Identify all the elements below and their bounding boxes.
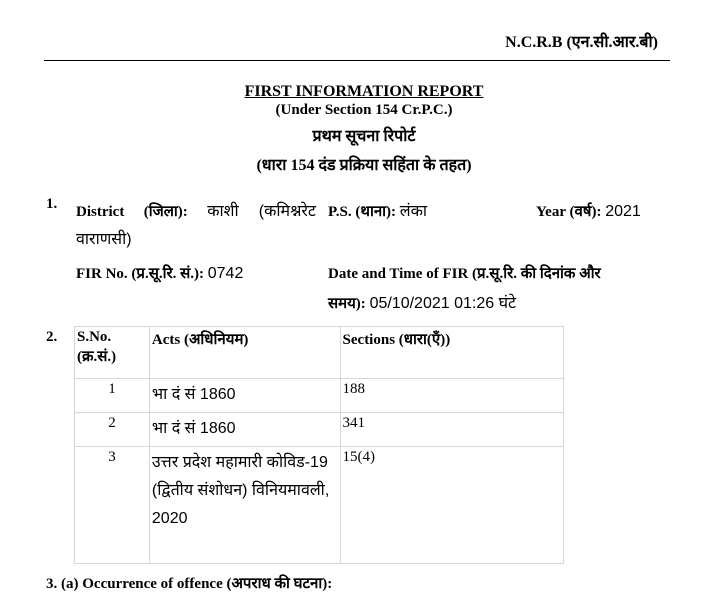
section-3-partial: 3. (a) Occurrence of offence (अपराध की घटना): [46, 576, 333, 592]
row-section: 188 [340, 379, 563, 413]
section-1-number: 1. [46, 196, 58, 212]
report-title-hindi: प्रथम सूचना रिपोर्ट [312, 128, 416, 145]
row-act: भा दं सं 1860 [149, 379, 340, 413]
row-sno: 3 [75, 447, 150, 564]
report-subtitle: (Under Section 154 Cr.P.C.) [275, 102, 453, 118]
district-field [76, 198, 316, 254]
report-subtitle-hindi: (धारा 154 दंड प्रक्रिया सहिंता के तहत) [256, 157, 472, 174]
section-2-number: 2. [46, 329, 58, 345]
row-act: उत्तर प्रदेश महामारी कोविड-19 (द्वितीय संशोधन) विनियमावली, 2020 [149, 447, 340, 564]
year-field [536, 198, 641, 226]
sections-header: Sections (धारा(एँ)) [340, 327, 563, 379]
fir-datetime-value: 05/10/2021 01:26 घंटे [369, 295, 517, 312]
row-section: 341 [340, 413, 563, 447]
year-label: Year (वर्ष): [536, 204, 602, 220]
district-label: District (जिला): [76, 204, 188, 220]
fir-number-label: FIR No. (प्र.सू.रि. सं.): [76, 266, 204, 282]
fir-number-value: 0742 [207, 265, 244, 282]
acts-sections-table [74, 326, 564, 564]
sno-header: S.No. (क्र.सं.) [75, 327, 150, 379]
district-value: काशी (कमिश्नरेट वाराणसी) [76, 203, 316, 248]
row-section: 15(4) [340, 447, 563, 564]
table-header-row [75, 327, 564, 379]
acts-header: Acts (अधिनियम) [149, 327, 340, 379]
table-row [75, 447, 564, 564]
ncrb-header-code: N.C.R.B (एन.सी.आर.बी) [505, 34, 658, 51]
year-value: 2021 [605, 203, 641, 220]
ps-label: P.S. (थाना): [328, 204, 397, 220]
fir-datetime-label: Date and Time of FIR (प्र.सू.रि. की दिनांक और समय): [328, 266, 601, 312]
police-station-field [328, 198, 427, 226]
row-sno: 1 [75, 379, 150, 413]
fir-number-field [76, 260, 243, 288]
fir-datetime-field [328, 260, 638, 319]
ps-value: लंका [399, 203, 428, 220]
table-row [75, 413, 564, 447]
header-divider [44, 60, 670, 61]
row-sno: 2 [75, 413, 150, 447]
report-title: FIRST INFORMATION REPORT [244, 83, 484, 100]
row-act: भा दं सं 1860 [149, 413, 340, 447]
table-row [75, 379, 564, 413]
